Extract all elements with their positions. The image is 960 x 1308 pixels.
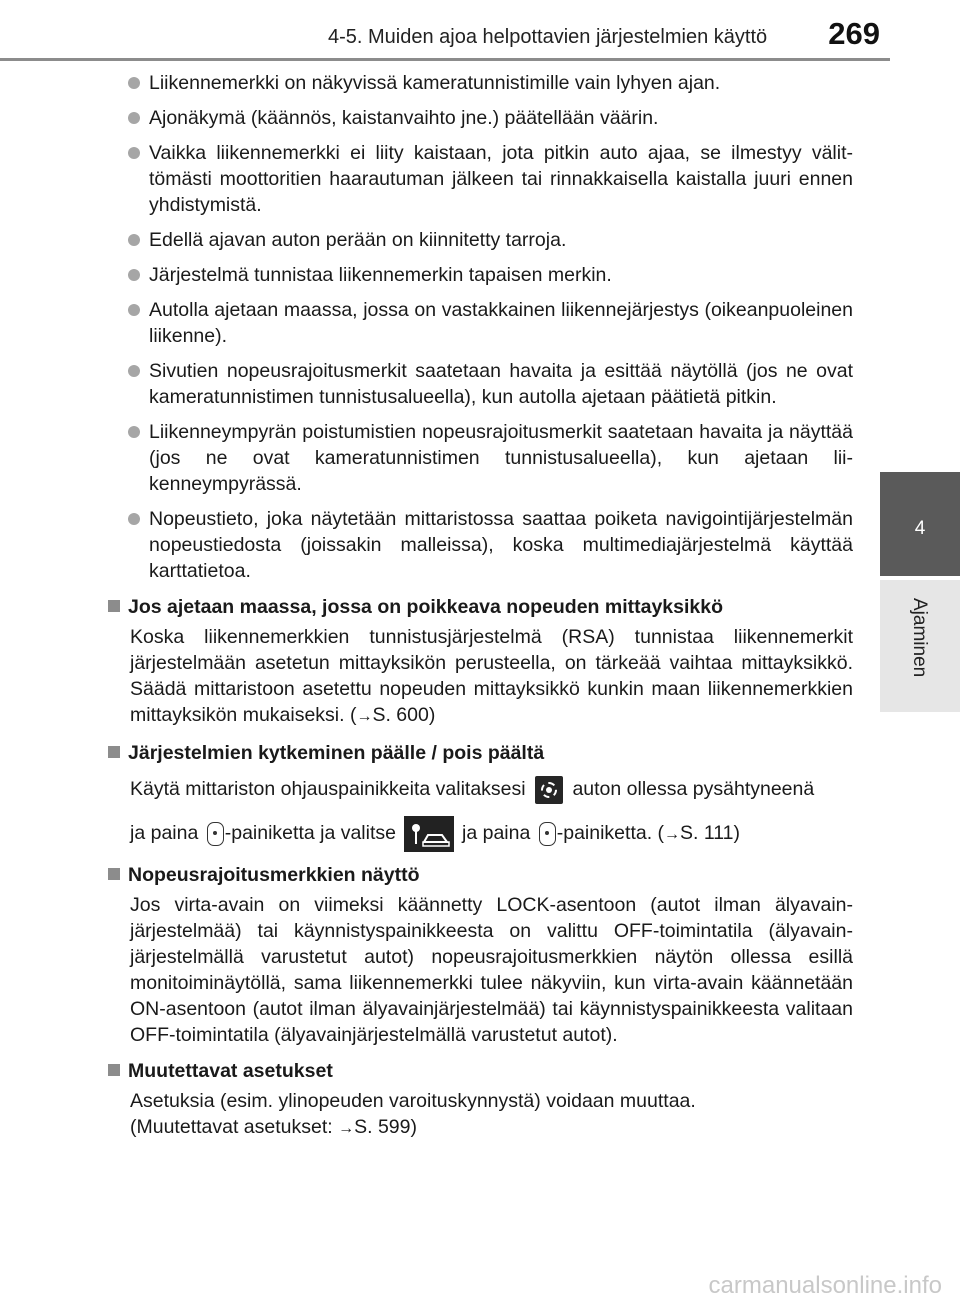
chapter-tab-label-area	[880, 580, 960, 712]
toggle-line-2	[108, 814, 853, 852]
gear-icon	[535, 776, 563, 804]
square-marker-icon	[108, 868, 120, 880]
list-item-text: Autolla ajetaan maassa, jossa on vastakkainen liikennejärjestys (oikeanpuoleinen liikenne).	[149, 299, 853, 347]
units-text: Koska liikennemerkkien tunnistusjärjestelmä (RSA) tunnistaa liikennemerkit järjestelmään asetetun mittayksikön perusteella, on tärkeää vaihtaa mittayksikkö. Säädä mittaristoon asetettu nopeuden mittayksikkö kunkin maan liikennemerkkien mittayksikön mukaiseksi. (	[130, 626, 853, 726]
square-marker-icon	[108, 746, 120, 758]
list-item	[108, 227, 853, 253]
toggle-text: auton ollessa pysähtyneenä	[572, 778, 815, 800]
bullet-icon	[128, 112, 140, 124]
heading-text: Nopeusrajoitusmerkkien näyttö	[128, 864, 420, 886]
ok-button-icon	[539, 822, 556, 846]
list-item-text: Nopeustieto, joka näytetään mittaristossa saattaa poiketa navigointijärjestelmän nopeustiedosta (joissakin malleissa), koska multimediajärjestelmä käyttää karttatietoa.	[149, 508, 853, 582]
list-item	[108, 70, 853, 96]
bullet-icon	[128, 269, 140, 281]
heading-text: Jos ajetaan maassa, jossa on poikkeava nopeuden mittayksikkö	[128, 596, 724, 618]
toggle-text: Käytä mittariston ohjauspainikkeita valitaksesi	[130, 778, 526, 800]
page-ref-link[interactable]: S. 599)	[354, 1116, 417, 1138]
chapter-tab[interactable]	[880, 472, 960, 576]
section-heading-settings	[108, 1058, 853, 1084]
list-item	[108, 262, 853, 288]
heading-text: Järjestelmien kytkeminen päälle / pois päältä	[128, 742, 545, 764]
list-item-text: Liikenneympyrän poistumistien nopeusrajoitusmerkit saatetaan havaita ja näyttää (jos ne ovat kameratunnistimen tunnistusalueella), kun ajetaan liikenneympyrässä.	[149, 421, 853, 495]
list-item	[108, 419, 853, 497]
settings-text: (Muutettavat asetukset:	[130, 1116, 333, 1138]
list-item-text: Liikennemerkki on näkyvissä kameratunnistimille vain lyhyen ajan.	[149, 72, 721, 94]
toggle-text: ja paina	[130, 822, 199, 844]
page-number: 269	[828, 16, 880, 51]
settings-line-2	[108, 1114, 853, 1142]
bullet-icon	[128, 77, 140, 89]
bullet-icon	[128, 234, 140, 246]
ok-button-icon	[207, 822, 224, 846]
arrow-right-icon: →	[338, 1120, 355, 1137]
watermark: carmanualsonline.info	[708, 1272, 942, 1299]
list-item-text: Edellä ajavan auton perään on kiinnitetty tarroja.	[149, 229, 567, 251]
display-paragraph: Jos virta-avain on viimeksi käännetty LOCK-asentoon (autot ilman älyavainjärjestelmää) tai käynnistyspainikkeesta on valittu OFF-toimintatila (älyavainjärjestelmällä varustetut autot) nopeusrajoitusmerkkien näytön ollessa esillä monitoiminäytöllä, sama liikennemerkki tulee näkyviin, kun virta-avain käännetään ON-asentoon (autot ilman älyavainjärjestelmää) tai käynnistyspainikkeesta valitaan OFF-toimintatila (älyavainjärjestelmällä varustetut autot).	[130, 894, 853, 1046]
section-heading-display	[108, 862, 853, 888]
bullet-icon	[128, 147, 140, 159]
list-item	[108, 506, 853, 584]
settings-line-1: Asetuksia (esim. ylinopeuden varoituskynnystä) voidaan muuttaa.	[130, 1090, 696, 1112]
toggle-text: -painiketta. (	[556, 822, 665, 844]
square-marker-icon	[108, 1064, 120, 1076]
list-item-text: Ajonäkymä (käännös, kaistanvaihto jne.) päätellään väärin.	[149, 107, 659, 129]
rsa-car-icon	[404, 816, 454, 852]
units-paragraph	[108, 624, 853, 730]
heading-text: Muutettavat asetukset	[128, 1060, 333, 1082]
bullet-icon	[128, 365, 140, 377]
section-title: 4-5. Muiden ajoa helpottavien järjestelmien käyttö	[328, 26, 768, 48]
list-item	[108, 105, 853, 131]
arrow-right-icon: →	[664, 826, 681, 843]
list-item-text: Järjestelmä tunnistaa liikennemerkin tapaisen merkin.	[149, 264, 612, 286]
chapter-number: 4	[914, 518, 926, 539]
page-content	[108, 70, 853, 1148]
arrow-right-icon: →	[356, 708, 373, 725]
section-heading-units	[108, 594, 853, 620]
page-ref-link[interactable]: S. 600)	[372, 704, 436, 726]
list-item-text: Vaikka liikennemerkki ei liity kaistaan, jota pitkin auto ajaa, se ilmestyy välittömästi moottoritien haarautuman jälkeen tai rinnakkaisella kaistalla juuri ennen yhdistymistä.	[149, 142, 853, 216]
list-item	[108, 358, 853, 410]
section-heading-toggle	[108, 740, 853, 766]
list-item-text: Sivutien nopeusrajoitusmerkit saatetaan havaita ja esittää näytöllä (jos ne ovat kameratunnistimen tunnistusalueella), kun autolla ajetaan päätietä pitkin.	[149, 360, 853, 408]
bullet-icon	[128, 513, 140, 525]
page-ref-link[interactable]: S. 111)	[680, 822, 741, 844]
toggle-text: ja paina	[462, 822, 531, 844]
toggle-text: -painiketta ja valitse	[224, 822, 396, 844]
list-item	[108, 140, 853, 218]
bullet-icon	[128, 304, 140, 316]
chapter-label: Ajaminen	[909, 598, 930, 678]
list-item	[108, 297, 853, 349]
square-marker-icon	[108, 600, 120, 612]
bullet-icon	[128, 426, 140, 438]
toggle-line-1	[108, 770, 853, 808]
